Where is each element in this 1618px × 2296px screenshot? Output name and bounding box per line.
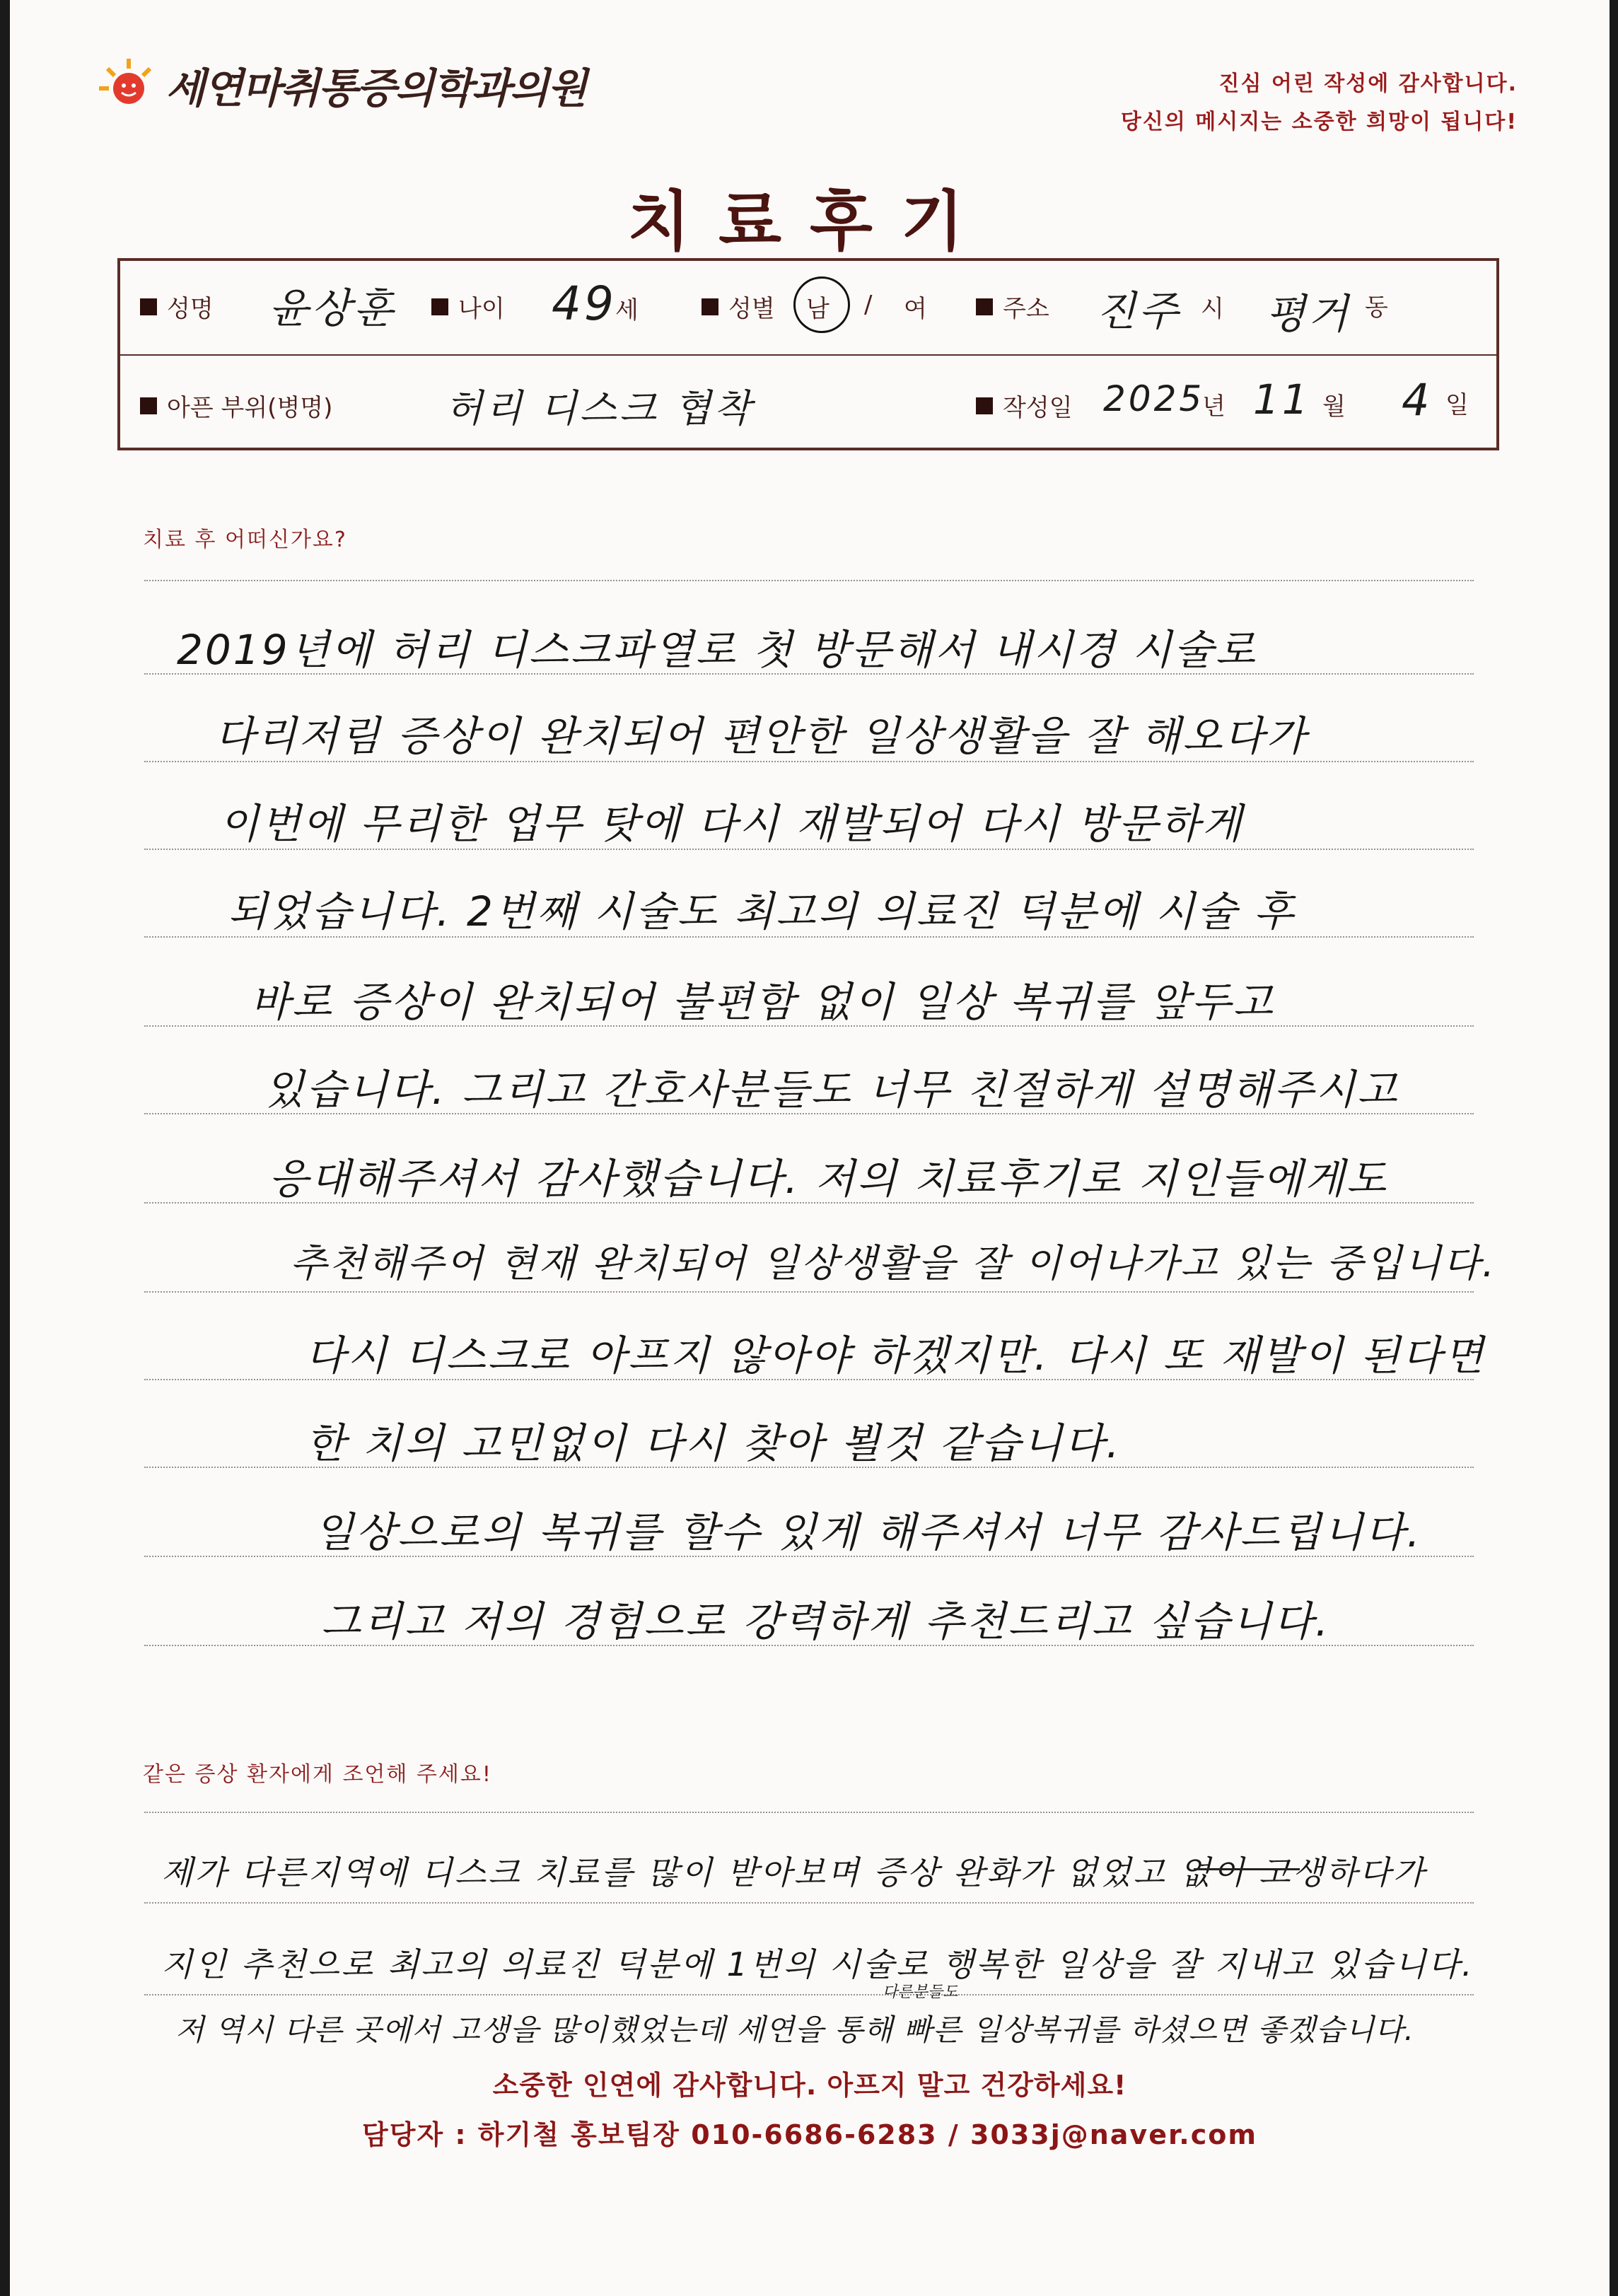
answer-2-line: 저 역시 다른 곳에서 고생을 많이했었는데 세연을 통해 빠른 일상복귀를 하셨으면 좋겠습니다.: [175, 2012, 1414, 2047]
footer-thanks: 소중한 인연에 감사합니다. 아프지 말고 건강하세요!: [492, 2070, 1127, 2101]
inserted-word: 다른분들도: [883, 1983, 958, 2001]
slogan: [1121, 65, 1518, 141]
square-bullet-icon: [702, 298, 718, 315]
answer-1-line: 이번에 무리한 업무 탓에 다시 재발되어 다시 방문하게: [219, 800, 1244, 848]
ruled-line: [144, 1812, 1474, 1813]
ruled-line: [144, 580, 1474, 581]
date-month-unit: 월: [1322, 392, 1346, 421]
strikethrough-mark: [1194, 1868, 1300, 1870]
ruled-line: [144, 1379, 1474, 1380]
ruled-line: [144, 1291, 1474, 1293]
footer-contact: 담당자 : 하기철 홍보팀장 010-6686-6283 / 3033j@naver.com: [362, 2119, 1257, 2150]
answer-1-line: 그리고 저의 경험으로 강력하게 추천드리고 싶습니다.: [321, 1597, 1331, 1645]
ruled-line: [144, 1025, 1474, 1027]
ruled-line: [144, 1202, 1474, 1204]
logo-text: 세연마취통증의학과의원: [165, 64, 586, 112]
ruled-line: [144, 1994, 1474, 1995]
age-unit: 세: [615, 296, 639, 325]
address-city-unit: 시: [1201, 295, 1224, 323]
ruled-line: [144, 849, 1474, 850]
answer-1-line: 한 치의 고민없이 다시 찾아 뵐것 같습니다.: [305, 1419, 1122, 1467]
gender-label: 성별: [702, 289, 775, 324]
answer-1-line: 바로 증상이 완치되어 불편함 없이 일상 복귀를 앞두고: [250, 978, 1275, 1026]
pain-label: 아픈 부위(병명): [140, 388, 332, 423]
info-divider: [120, 354, 1496, 356]
name-value: 윤상훈: [269, 284, 397, 332]
review-form-page: [10, 0, 1610, 2296]
square-bullet-icon: [431, 298, 448, 315]
ruled-line: [144, 1113, 1474, 1114]
question-2-label: 같은 증상 환자에게 조언해 주세요!: [143, 1762, 492, 1787]
square-bullet-icon: [976, 397, 993, 414]
address-dong-unit: 동: [1365, 293, 1388, 322]
square-bullet-icon: [140, 397, 157, 414]
date-day-unit: 일: [1445, 391, 1469, 419]
answer-2-line: 제가 다른지역에 디스크 치료를 많이 받아보며 증상 완화가 없었고 없이 고생하다가: [161, 1853, 1427, 1892]
answer-1-line: 일상으로의 복귀를 할수 있게 해주셔서 너무 감사드립니다.: [314, 1508, 1422, 1556]
clinic-logo: [95, 49, 586, 120]
ruled-line: [144, 673, 1474, 675]
ruled-line: [144, 1467, 1474, 1468]
gender-female: 여: [904, 295, 927, 323]
answer-2-line: 지인 추천으로 최고의 의료진 덕분에 1번의 시술로 행복한 일상을 잘 지내고 있습니다.: [161, 1945, 1474, 1983]
gender-separator: /: [864, 291, 873, 319]
answer-1-line: 추천해주어 현재 완치되어 일상생활을 잘 이어나가고 있는 중입니다.: [290, 1241, 1496, 1286]
address-city: 진주: [1096, 287, 1182, 335]
ruled-line: [144, 761, 1474, 762]
square-bullet-icon: [140, 298, 157, 315]
address-dong: 평거: [1266, 290, 1351, 338]
address-label: 주소: [976, 289, 1049, 324]
slogan-line-2: 당신의 메시지는 소중한 희망이 됩니다!: [1120, 110, 1518, 134]
date-day: 4: [1402, 374, 1433, 426]
age-value: 49: [552, 276, 617, 331]
form-title: 치료후기: [627, 183, 992, 260]
ruled-line: [144, 936, 1474, 938]
answer-1-line: 2019년에 허리 디스크파열로 첫 방문해서 내시경 시술로: [177, 626, 1257, 674]
date-year: 2025: [1103, 378, 1205, 419]
sun-smile-icon: [95, 53, 158, 117]
ruled-line: [144, 1556, 1474, 1557]
square-bullet-icon: [976, 298, 993, 315]
gender-male: 남: [806, 295, 830, 323]
answer-1-line: 되었습니다. 2번째 시술도 최고의 의료진 덕분에 시술 후: [228, 887, 1296, 936]
name-label: 성명: [140, 289, 214, 324]
question-1-label: 치료 후 어떠신가요?: [143, 528, 347, 552]
ruled-line: [144, 1902, 1474, 1904]
slogan-line-1: 진심 어린 작성에 감사합니다.: [1218, 71, 1518, 96]
ruled-line: [144, 1645, 1474, 1646]
date-label: 작성일: [976, 388, 1073, 423]
pain-value: 허리 디스크 협착: [446, 386, 754, 431]
info-box: [117, 258, 1499, 450]
answer-1-line: 응대해주셔서 감사했습니다. 저의 치료후기로 지인들에게도: [269, 1155, 1388, 1203]
age-label: 나이: [431, 289, 505, 324]
date-year-unit: 년: [1202, 392, 1226, 421]
answer-1-line: 다시 디스크로 아프지 않아야 하겠지만. 다시 또 재발이 된다면: [305, 1331, 1486, 1380]
date-month: 11: [1253, 375, 1311, 424]
answer-1-line: 있습니다. 그리고 간호사분들도 너무 친절하게 설명해주시고: [264, 1066, 1399, 1114]
answer-1-line: 다리저림 증상이 완치되어 편안한 일상생활을 잘 해오다가: [215, 712, 1308, 760]
